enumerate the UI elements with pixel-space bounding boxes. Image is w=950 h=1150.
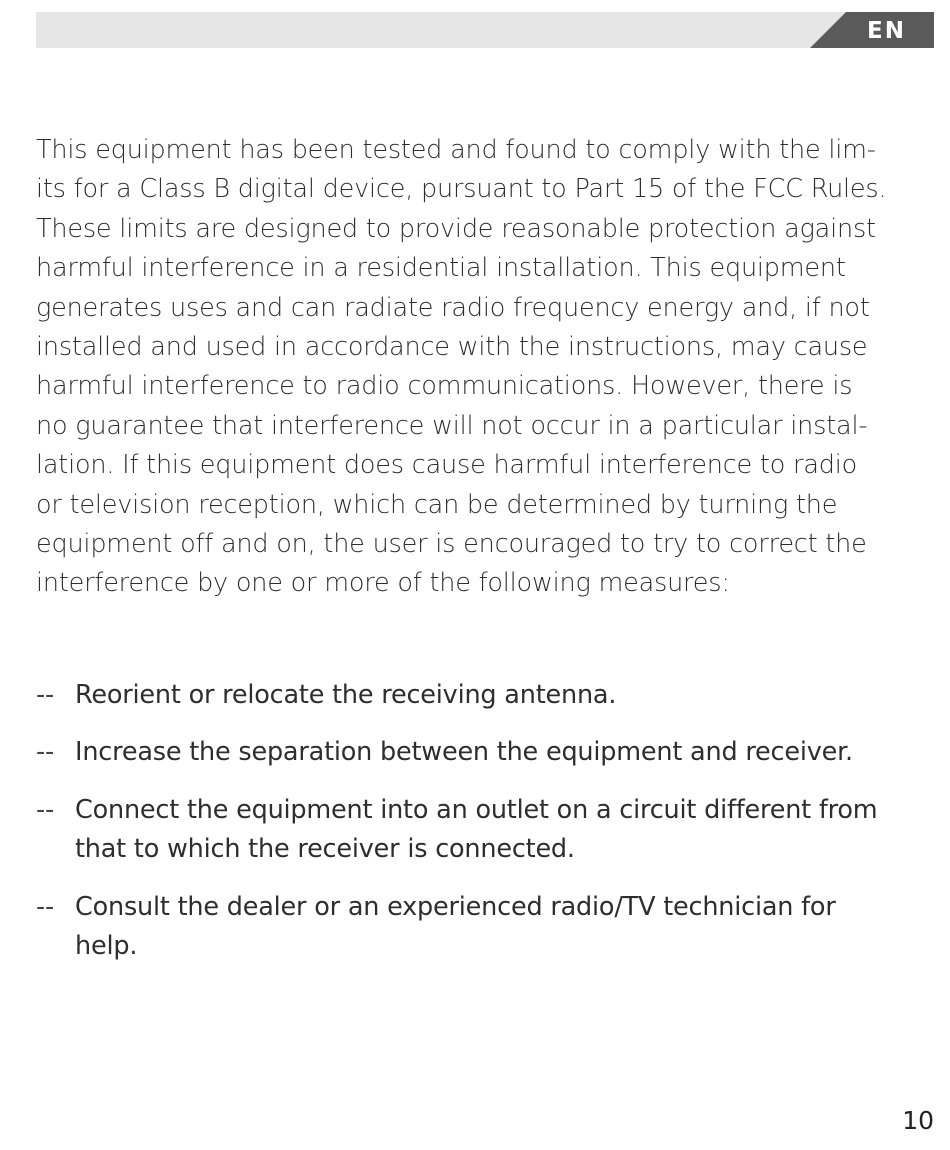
paragraph-line: no guarantee that interference will not occur in a particular instal- bbox=[36, 410, 868, 441]
list-marker: -- bbox=[36, 680, 55, 710]
paragraph-line: harmful interference to radio communications. However, there is bbox=[36, 371, 853, 402]
list-marker: -- bbox=[36, 737, 55, 768]
list-item-line: Reorient or relocate the receiving antenna. bbox=[75, 680, 617, 710]
list-item-line: that to which the receiver is connected. bbox=[75, 834, 575, 865]
paragraph-line: installed and used in accordance with the instructions, may cause bbox=[36, 332, 868, 363]
fcc-statement-paragraph bbox=[36, 131, 936, 604]
list-marker: -- bbox=[36, 794, 55, 825]
paragraph-line: This equipment has been tested and found to comply with the lim- bbox=[36, 135, 876, 165]
paragraph-line: interference by one or more of the following measures: bbox=[36, 568, 730, 599]
measures-list bbox=[36, 676, 936, 984]
paragraph-line: equipment off and on, the user is encouraged to try to correct the bbox=[36, 529, 867, 560]
language-label: EN bbox=[867, 18, 906, 44]
page-number: 10 bbox=[902, 1106, 934, 1135]
list-item-line: help. bbox=[75, 931, 138, 962]
paragraph-line: These limits are designed to provide reasonable protection against bbox=[36, 213, 876, 244]
list-item bbox=[36, 888, 936, 967]
list-item bbox=[36, 791, 936, 870]
paragraph-line: generates uses and can radiate radio frequency energy and, if not bbox=[36, 292, 870, 323]
paragraph-line: harmful interference in a residential installation. This equipment bbox=[36, 253, 846, 284]
header-bar bbox=[36, 12, 934, 48]
list-item bbox=[36, 676, 936, 715]
list-item-line: Consult the dealer or an experienced radio/TV technician for bbox=[75, 891, 836, 922]
list-item-line: Increase the separation between the equipment and receiver. bbox=[75, 737, 853, 768]
paragraph-line: its for a Class B digital device, pursuant to Part 15 of the FCC Rules. bbox=[36, 174, 887, 205]
list-marker: -- bbox=[36, 891, 55, 922]
list-item-line: Connect the equipment into an outlet on a circuit different from bbox=[75, 794, 878, 825]
paragraph-line: lation. If this equipment does cause harmful interference to radio bbox=[36, 450, 858, 481]
list-item bbox=[36, 733, 936, 772]
paragraph-line: or television reception, which can be determined by turning the bbox=[36, 489, 838, 520]
